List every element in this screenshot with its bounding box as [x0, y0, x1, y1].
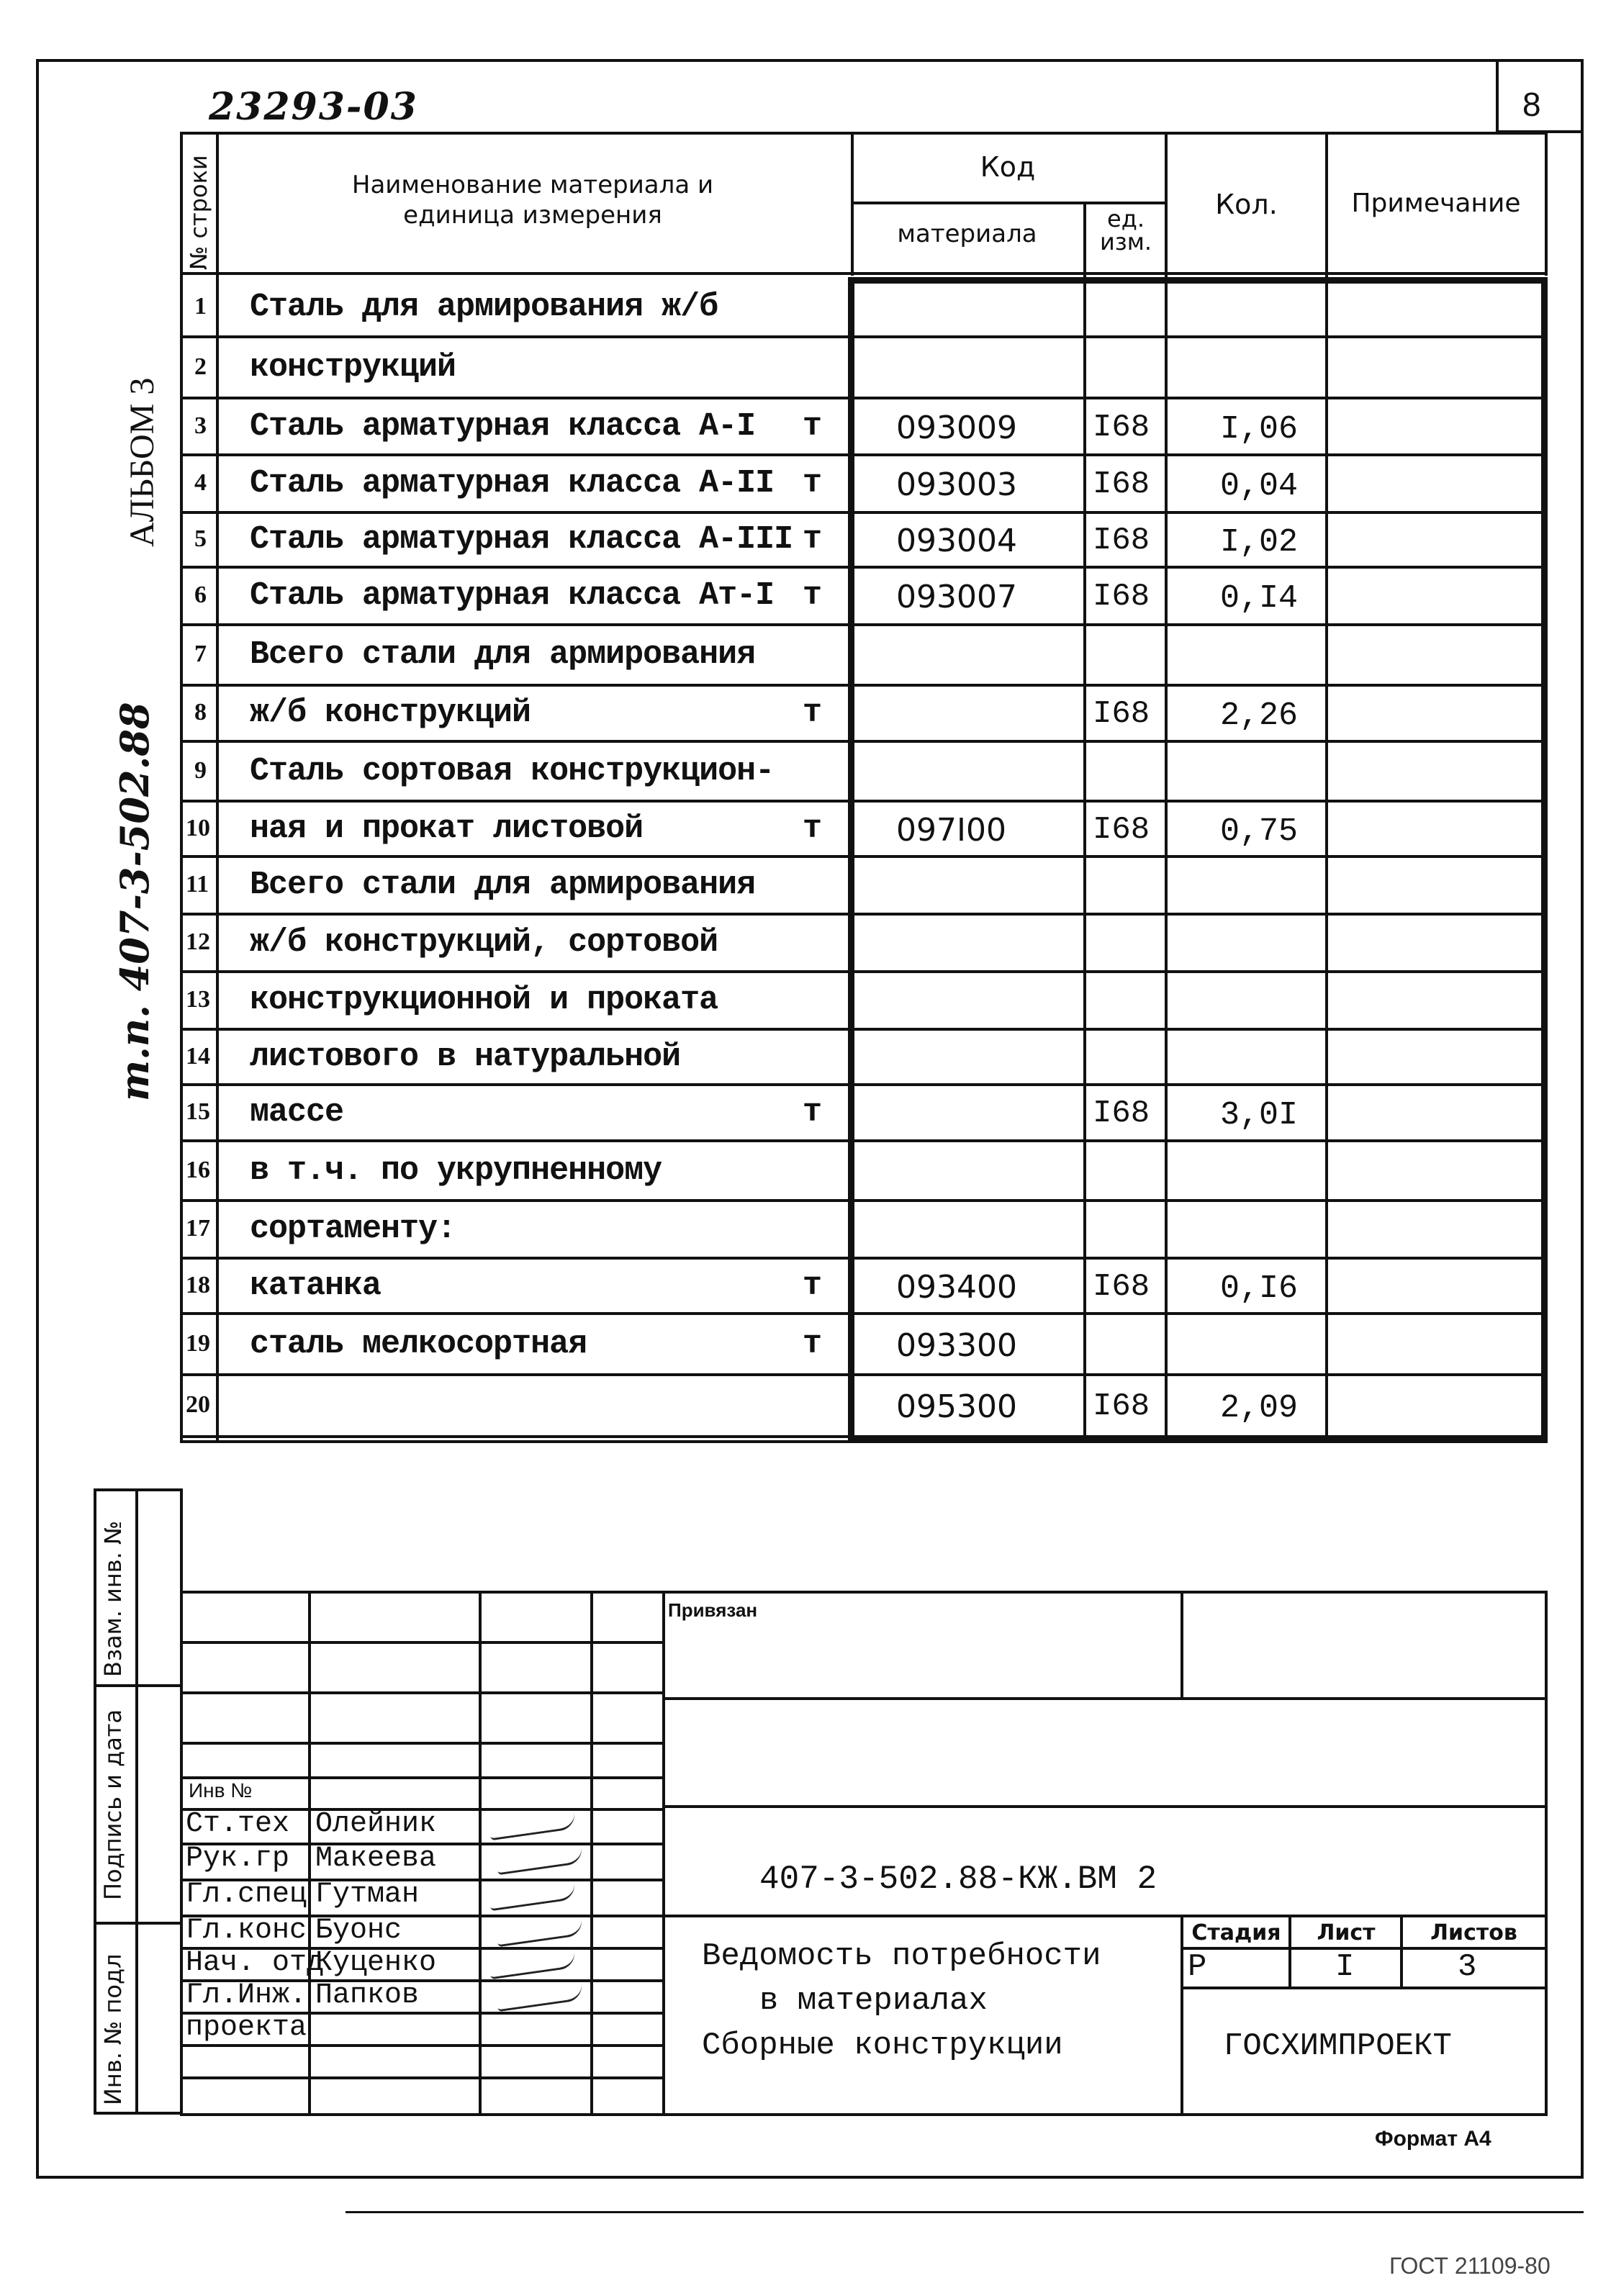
row-separator [180, 1083, 1548, 1086]
row-number: 5 [194, 525, 207, 552]
title-line-2: в материалах [759, 1983, 988, 2019]
sheets-label: Листов [1430, 1920, 1517, 1945]
col-row-no-header: № строки [185, 155, 212, 270]
tb-right-line-3 [662, 1915, 1548, 1917]
row-separator [180, 913, 1548, 916]
quantity: 0,75 [1220, 813, 1299, 850]
unit-t: т [803, 407, 822, 445]
stage-value: Р [1188, 1949, 1207, 1985]
unit-code: I68 [1093, 466, 1150, 502]
qty-note-divider [1325, 132, 1328, 1442]
material-name: массе [250, 1094, 344, 1131]
header-bottom-line [180, 272, 1548, 275]
thick-right [1541, 277, 1548, 1443]
privyazan-label: Привязан [668, 1599, 758, 1621]
material-name: листового в натуральной [250, 1038, 681, 1075]
material-code: 093009 [896, 409, 1017, 446]
row-separator [180, 335, 1548, 338]
col-code-unit-header: ед. изм. [1099, 205, 1152, 256]
row-number: 17 [186, 1215, 210, 1242]
tb-col-4 [662, 1591, 665, 2116]
code-subheader-line [851, 202, 1165, 204]
row-separator [180, 740, 1548, 743]
gost-label: ГОСТ 21109-80 [1389, 2253, 1550, 2279]
signer-name: Макеева [315, 1843, 437, 1875]
material-name: Всего стали для армирования [250, 867, 756, 903]
sheet-label: Лист [1317, 1920, 1376, 1945]
unit-t: т [803, 810, 822, 847]
margin-stamp-line-1 [94, 1684, 183, 1687]
quantity: 0,I6 [1220, 1270, 1299, 1307]
note-right-border [1545, 132, 1548, 276]
material-name: Сталь арматурная класса Ат-I [250, 577, 775, 614]
tb-right-line-1 [662, 1697, 1548, 1700]
row-separator [180, 1373, 1548, 1376]
row-separator [180, 800, 1548, 803]
code-unit-divider [1083, 202, 1086, 1439]
title-block-row-line [180, 1776, 662, 1779]
row-number: 15 [186, 1098, 210, 1125]
bottom-dash-line [346, 2211, 1584, 2213]
signer-name: Куценко [315, 1947, 437, 1979]
title-block-row-line [180, 2076, 662, 2079]
unit-t: т [803, 521, 822, 558]
unit-code: I68 [1093, 1268, 1150, 1305]
row-separator [180, 684, 1548, 687]
row-number: 20 [186, 1391, 210, 1418]
signer-name: Олейник [315, 1808, 437, 1840]
row-separator [180, 511, 1548, 514]
unit-code: I68 [1093, 579, 1150, 615]
row-number: 16 [186, 1156, 210, 1183]
code-qty-divider [1165, 132, 1168, 1442]
material-name: ж/б конструкций, сортовой [250, 924, 718, 961]
page-number: 8 [1522, 86, 1541, 123]
quantity: 0,I4 [1220, 580, 1299, 617]
row-number: 14 [186, 1042, 210, 1070]
material-name: в т.ч. по укрупненному [250, 1152, 662, 1189]
material-name: ная и прокат листовой [250, 810, 644, 847]
material-name: Сталь арматурная класса А-I [250, 407, 756, 445]
row-number: 4 [194, 469, 207, 496]
quantity: 2,26 [1220, 697, 1299, 734]
row-separator [180, 1435, 1548, 1438]
unit-t: т [803, 577, 822, 614]
material-name: катанка [250, 1267, 382, 1304]
material-name: Всего стали для армирования [250, 636, 756, 673]
row-number: 9 [194, 756, 207, 784]
row-number: 19 [186, 1329, 210, 1357]
signer-name: Папков [315, 1979, 420, 2012]
org-name: ГОСХИМПРОЕКТ [1224, 2028, 1452, 2064]
unit-code: I68 [1093, 1388, 1150, 1424]
inv-no-label: Инв № [189, 1779, 253, 1802]
signer-role: Ст.тех [186, 1808, 290, 1840]
material-code: 093007 [896, 579, 1017, 615]
format-label: Формат А4 [1375, 2127, 1491, 2151]
material-code: 093400 [896, 1268, 1017, 1306]
margin-sign-date: Подпись и дата [99, 1709, 127, 1900]
col-name-header: Наименование материала и единица измерения [351, 171, 714, 230]
row-separator [180, 970, 1548, 973]
row-separator [180, 1257, 1548, 1260]
title-line-3: Сборные конструкции [702, 2028, 1063, 2064]
unit-code: I68 [1093, 523, 1150, 559]
unit-t: т [803, 1267, 822, 1304]
title-block-row-line [180, 1691, 662, 1694]
sheets-value: 3 [1458, 1949, 1477, 1985]
doc-designation: 407-3-502.88-КЖ.ВМ 2 [759, 1861, 1157, 1898]
signer-name: Буонс [315, 1915, 402, 1947]
handwritten-series: т.п. 407-3-502.88 [112, 702, 158, 1101]
row-separator [180, 1312, 1548, 1315]
row-separator [180, 1028, 1548, 1031]
tb-stage-div-2 [1400, 1915, 1403, 1987]
row-number: 11 [186, 871, 209, 898]
unit-code: I68 [1093, 696, 1150, 732]
row-separator [180, 855, 1548, 858]
material-name: Сталь арматурная класса А-III [250, 521, 793, 558]
quantity: 3,0I [1220, 1097, 1299, 1134]
tb-right-line-2 [662, 1805, 1548, 1808]
unit-t: т [803, 1094, 822, 1131]
margin-stamp-divider [135, 1488, 138, 2115]
margin-stamp-line-2 [94, 1922, 183, 1925]
col-note-header: Примечание [1351, 189, 1521, 218]
row-separator [180, 566, 1548, 569]
material-code: 093003 [896, 466, 1017, 503]
material-name: конструкций [250, 348, 456, 386]
row-number: 13 [186, 986, 210, 1013]
rownum-divider [216, 132, 219, 1443]
title-block-row-line [180, 2044, 662, 2047]
tb-col-5 [1181, 1591, 1183, 1699]
row-number: 12 [186, 928, 210, 955]
material-name: Сталь для армирования ж/б [250, 288, 718, 325]
signer-role: Гл.Инж. [186, 1979, 307, 2012]
col-code-header: Код [980, 151, 1036, 183]
signer-name: Гутман [315, 1879, 420, 1911]
tb-col-2 [479, 1591, 482, 2116]
col-code-material-header: материала [897, 220, 1037, 248]
material-name: сталь мелкосортная [250, 1325, 587, 1362]
row-separator [180, 453, 1548, 456]
material-code: 097I00 [896, 811, 1006, 849]
material-name: Сталь сортовая конструкцион- [250, 752, 775, 790]
thick-top [848, 277, 1548, 284]
title-block-row-line [180, 1742, 662, 1745]
row-number: 2 [194, 353, 207, 380]
row-number: 8 [194, 699, 207, 726]
quantity: 2,09 [1220, 1390, 1299, 1427]
unit-t: т [803, 1325, 822, 1362]
tb-stage-line-1 [1181, 1947, 1548, 1950]
handwritten-doc-code: 23293-03 [209, 85, 418, 129]
unit-t: т [803, 465, 822, 502]
margin-inv-podl: Инв. № подл [99, 1953, 127, 2105]
signer-role: проекта [186, 2012, 307, 2044]
quantity: 0,04 [1220, 468, 1299, 505]
title-block-row-line [180, 1641, 662, 1644]
tb-col-1 [308, 1591, 311, 2116]
material-name: сортаменту: [250, 1211, 456, 1247]
row-number: 18 [186, 1271, 210, 1298]
album-label: АЛЬБОМ 3 [123, 377, 161, 547]
row-number: 3 [194, 412, 207, 439]
signer-role: Гл.конс [186, 1915, 307, 1947]
unit-code: I68 [1093, 811, 1150, 848]
quantity: I,06 [1220, 410, 1299, 448]
quantity: I,02 [1220, 524, 1299, 561]
signer-role: Рук.гр [186, 1843, 290, 1875]
row-number: 6 [194, 582, 207, 608]
material-name: Сталь арматурная класса А-II [250, 465, 775, 502]
material-code: 093004 [896, 523, 1017, 559]
tb-stage-div-1 [1288, 1915, 1291, 1987]
row-number: 7 [194, 641, 207, 667]
sheet-value: I [1335, 1949, 1355, 1985]
tb-col-3 [590, 1591, 593, 2116]
page-number-divider [1496, 59, 1499, 133]
signer-role: Гл.спец [186, 1879, 307, 1911]
row-separator [180, 397, 1548, 399]
signer-role: Нач. отд [186, 1947, 325, 1979]
col-qty-header: Кол. [1215, 189, 1278, 220]
material-code: 093300 [896, 1326, 1017, 1364]
material-name: конструкционной и проката [250, 982, 718, 1018]
row-separator [180, 1199, 1548, 1202]
row-number: 10 [186, 814, 210, 841]
tb-col-6 [1181, 1915, 1183, 2116]
title-line-1: Ведомость потребности [702, 1938, 1101, 1974]
material-name: ж/б конструкций [250, 695, 531, 731]
row-separator [180, 623, 1548, 626]
unit-t: т [803, 695, 822, 731]
unit-code: I68 [1093, 409, 1150, 446]
stage-label: Стадия [1191, 1920, 1281, 1945]
unit-code: I68 [1093, 1095, 1150, 1131]
row-separator [180, 1139, 1548, 1142]
row-number: 1 [194, 292, 207, 320]
material-code: 095300 [896, 1388, 1017, 1425]
thick-left [848, 277, 854, 1443]
tb-stage-line-2 [1181, 1987, 1548, 1989]
margin-vz-inv: Взам. инв. № [99, 1520, 127, 1677]
